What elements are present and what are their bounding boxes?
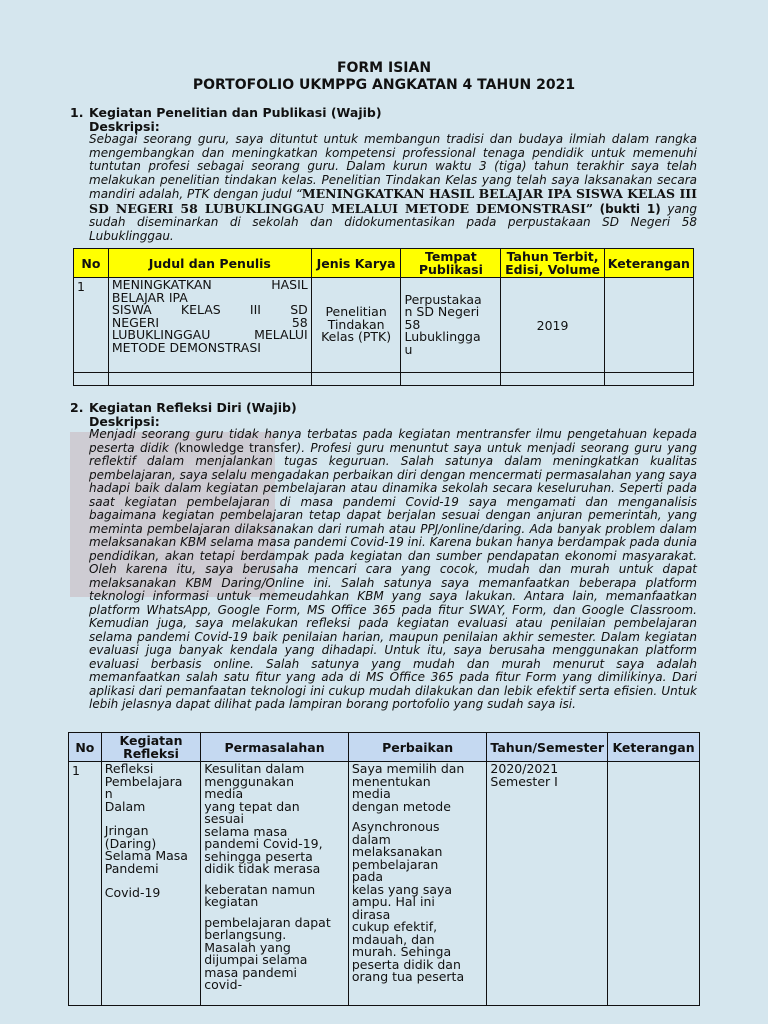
section1-heading [70, 105, 382, 120]
section1-text-a: Sebagai seorang guru, saya dituntut untuk membangun tradisi dan budaya ilmiah dalam rangka mengembangkan dan meningkatkan kompetensi professional tenaga pendidik untuk memenuhi tuntutan profesi sebagai seorang guru. Dalam kurun waktu 3 (tiga) tahun terakhir saya telah melakukan penelitian tindakan kelas. Penelitian Tindakan Kelas yang telah saya laksanakan secara mandiri adalah, PTK dengan judul “ [89, 132, 697, 201]
col-tahun-semester: Tahun/Semester [487, 733, 608, 762]
cell-kegiatan: Refleksi Pembelajara n Dalam Jringan (Daring) Selama Masa Pandemi Covid-19 [101, 762, 200, 1006]
col-tempat: Tempat Publikasi [401, 249, 501, 278]
section1-text-b: yang sudah diseminarkan di sekolah dan didokumentasikan pada perpustakaan SD Negeri 58 Lubuklinggau. [89, 201, 697, 243]
ptk-title: MENINGKATKAN HASIL BELAJAR IPA SISWA KELAS III SD NEGERI 58 LUBUKLINGGAU MELALUI METODE DEMONSTRASI” [89, 186, 697, 216]
cell-permasalahan: Kesulitan dalam menggunakan media yang tepat dan sesuai selama masa pandemi Covid-19, sehingga peserta didik tidak merasa keberatan namun kegiatan pembelajaran dapat berlangsung. Masalah yang dijumpai selama masa pandemi covid- [201, 762, 349, 1006]
knowledge-transfer: knowledge transfer [178, 440, 297, 455]
form-title: FORM ISIAN [336, 60, 432, 76]
cell-jenis: Penelitian Tindakan Kelas (PTK) [311, 278, 401, 373]
cell-keterangan [608, 762, 700, 1006]
cell-judul: MENINGKATKAN HASIL BELAJAR IPA SISWA KELAS III SD NEGERI 58 LUBUKLINGGAU MELALUI METODE DEMONSTRASI [108, 278, 311, 373]
section1-description [89, 133, 697, 243]
section1-title: Kegiatan Penelitian dan Publikasi (Wajib) [89, 105, 382, 120]
col-perbaikan: Perbaikan [348, 733, 487, 762]
cell-tahun: 2019 [501, 278, 604, 373]
cell-tempat: Perpustakaa n SD Negeri 58 Lubuklingga u [401, 278, 501, 373]
table-header-row [69, 733, 700, 762]
col-judul: Judul dan Penulis [108, 249, 311, 278]
col-kegiatan: Kegiatan Refleksi [101, 733, 200, 762]
table-row-empty [74, 373, 694, 386]
table-header-row [74, 249, 694, 278]
section2-text-a: Menjadi seorang guru tidak hanya terbatas pada kegiatan mentransfer ilmu pengetahuan kepada peserta didik ( [89, 427, 697, 455]
table-row [69, 762, 700, 1006]
bukti-ref: (bukti 1) [599, 201, 661, 216]
table-row [74, 278, 694, 373]
col-keterangan: Keterangan [604, 249, 693, 278]
cell-perbaikan: Saya memilih dan menentukan media dengan metode Asynchronous dalam melaksanakan pembelajaran pada kelas yang saya ampu. Hal ini dirasa cukup efektif, mdauah, dan murah. Sehinga peserta didik dan orang tua peserta [348, 762, 487, 1006]
cell-keterangan [604, 278, 693, 373]
section1-desc-label: Deskripsi: [89, 119, 160, 134]
publication-table [73, 248, 694, 386]
section2-description [89, 428, 697, 712]
form-subtitle: PORTOFOLIO UKMPPG ANGKATAN 4 TAHUN 2021 [192, 77, 576, 93]
col-permasalahan: Permasalahan [201, 733, 349, 762]
section2-number: 2. [70, 400, 84, 415]
section2-title: Kegiatan Refleksi Diri (Wajib) [89, 400, 297, 415]
section2-heading [70, 400, 297, 415]
cell-no: 1 [69, 762, 102, 1006]
section2-desc-label: Deskripsi: [89, 414, 160, 429]
col-no: No [69, 733, 102, 762]
col-tahun: Tahun Terbit, Edisi, Volume [501, 249, 604, 278]
col-no: No [74, 249, 109, 278]
col-keterangan: Keterangan [608, 733, 700, 762]
cell-no: 1 [74, 278, 109, 373]
section2-text-b: ). Profesi guru menuntut saya untuk menjadi seorang guru yang reflektif dalam menjalankan tugas keguruan. Salah satunya dalam meningkatkan kualitas pembelajaran, saya selalu mengadakan perbaikan diri dengan mencermati permasalahan yang saya hadapi baik dalam kegiatan pembelajaran atau dinamika sekolah secara keseluruhan. Seperti pada saat kegiatan pembelajaran di masa pandemi Covid-19 saya mengamati dan menganalisis bagaimana kegiatan pembelajaran tetap dapat berjalan sesuai dengan anjuran pemerintah, yang meminta pembelajaran dilaksanakan dari rumah atau PPJ/online/daring. Ada banyak problem dalam melaksanakan KBM selama masa pandemi Covid-19 ini. Karena bukan hanya berdampak pada dunia pendidikan, akan tetapi berdampak pada kegiatan dan sumber pendapatan ekonomi masyarakat. Oleh karena itu, saya berusaha mencari cara yang cocok, mudah dan murah untuk dapat melaksanakan KBM Daring/Online ini. Salah satunya saya memanfaatkan beberapa platform teknologi informasi untuk memeudahkan KBM yang saya lakukan. Antara lain, memanfaatkan platform WhatsApp, Google Form, MS Office 365 pada fitur SWAY, Form, dan Google Classroom. Kemudian juga, saya melakukan refleksi pada kegiatan evaluasi atau penilaian pembelajaran selama pandemi Covid-19 baik penilaian harian, maupun penilaian akhir semester. Dalam kegiatan evaluasi juga banyak kendala yang dihadapi. Untuk itu, saya berusaha menggunakan platform evaluasi berbasis online. Salah satunya yang mudah dan murah menurut saya adalah memanfaatkan salah satu fitur yang ada di MS Office 365 pada fitur Form yang dimilikinya. Dari aplikasi dari pemanfaatan teknologi ini cukup mudah dilakukan dan lebik efektif serta efisien. Untuk lebih jelasnya dapat dilihat pada lampiran borang portofolio yang sudah saya isi. [89, 440, 697, 711]
reflection-table [68, 732, 700, 1006]
cell-tahun-semester: 2020/2021 Semester I [487, 762, 608, 1006]
col-jenis: Jenis Karya [311, 249, 401, 278]
section1-number: 1. [70, 105, 84, 120]
